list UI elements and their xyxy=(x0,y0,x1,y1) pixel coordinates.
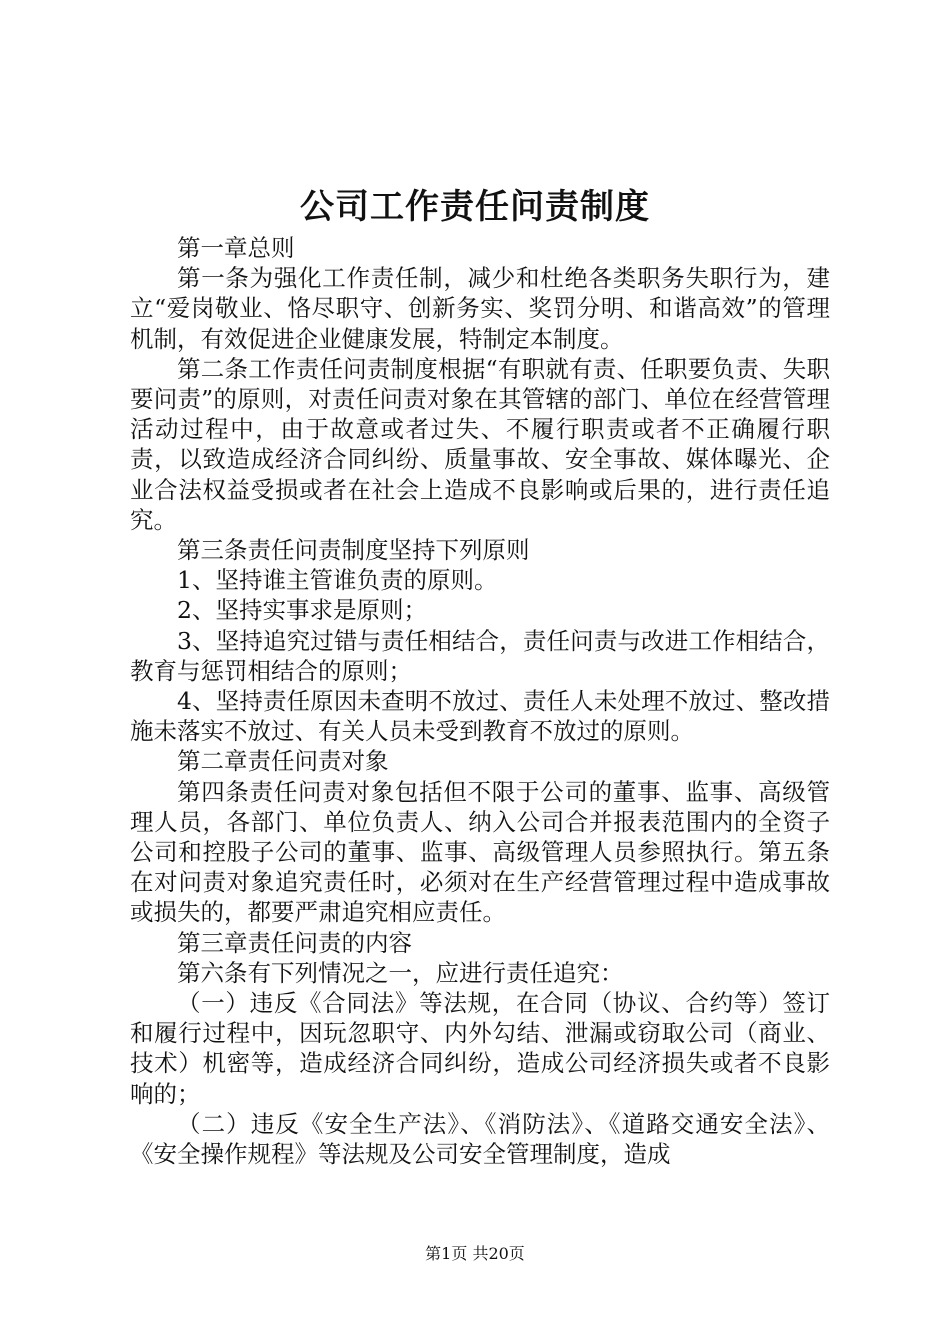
article-paragraph: 第二条工作责任问责制度根据“有职就有责、任职要负责、失职要问责”的原则，对责任问责对象在其管辖的部门、单位在经营管理活动过程中，由于故意或者过失、不履行职责或者不正确履行职责，以致造成经济合同纠纷、质量事故、安全事故、媒体曝光、企业合法权益受损或者在社会上造成不良影响或后果的，进行责任追究。 xyxy=(130,354,830,534)
chapter-heading: 第三章责任问责的内容 xyxy=(177,928,412,957)
list-item: 4、坚持责任原因未查明不放过、责任人未处理不放过、整改措施未落实不放过、有关人员未受到教育不放过的原则。 xyxy=(130,687,830,746)
list-item: 1、坚持谁主管谁负责的原则。 xyxy=(177,566,498,595)
chapter-heading: 第二章责任问责对象 xyxy=(177,747,389,776)
chapter-heading: 第一章总则 xyxy=(177,234,295,262)
page-number: 第1页 共20页 xyxy=(425,1244,525,1263)
list-item: （二）违反《安全生产法》、《消防法》、《道路交通安全法》、《安全操作规程》等法规及公司安全管理制度，造成 xyxy=(130,1109,830,1169)
article-paragraph: 第三条责任问责制度坚持下列原则 xyxy=(177,536,530,565)
document-body xyxy=(130,233,830,1169)
article-paragraph: 第一条为强化工作责任制，减少和杜绝各类职务失职行为，建立“爱岗敬业、恪尽职守、创新务实、奖罚分明、和谐高效”的管理机制，有效促进企业健康发展，特制定本制度。 xyxy=(130,264,830,353)
article-paragraph: 第四条责任问责对象包括但不限于公司的董事、监事、高级管理人员，各部门、单位负责人、纳入公司合并报表范围内的全资子公司和控股子公司的董事、监事、高级管理人员参照执行。第五条在对问责对象追究责任时，必须对在生产经营管理过程中造成事故或损失的，都要严肃追究相应责任。 xyxy=(130,777,830,927)
article-paragraph: 第六条有下列情况之一，应进行责任追究： xyxy=(177,958,624,987)
list-item: 2、坚持实事求是原则； xyxy=(177,596,427,625)
document-title: 公司工作责任问责制度 xyxy=(300,187,650,227)
list-item: 3、坚持追究过错与责任相结合，责任问责与改进工作相结合，教育与惩罚相结合的原则； xyxy=(130,626,830,685)
list-item: （一）违反《合同法》等法规，在合同（协议、合约等）签订和履行过程中，因玩忽职守、内外勾结、泄漏或窃取公司（商业、技术）机密等，造成经济合同纠纷，造成公司经济损失或者不良影响的； xyxy=(130,989,830,1108)
